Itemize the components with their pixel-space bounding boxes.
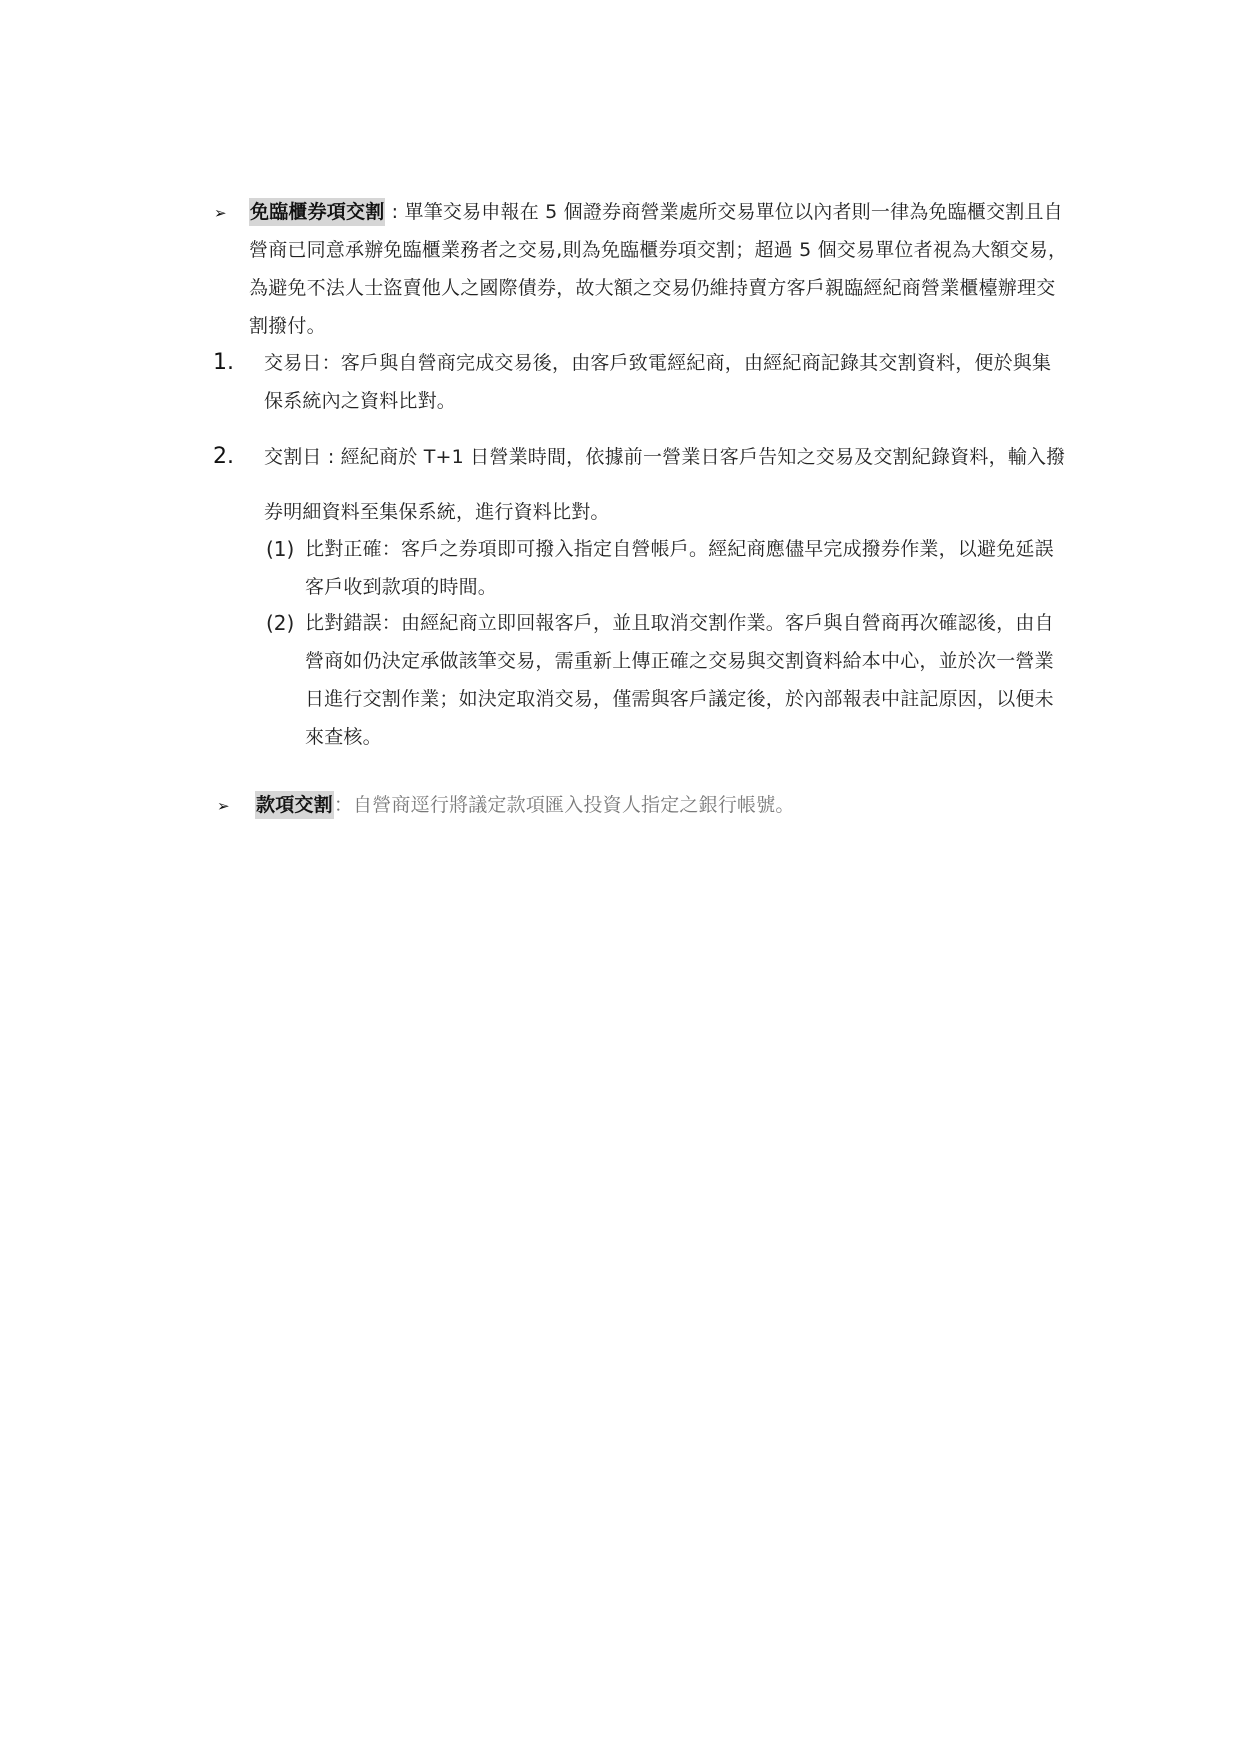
substep-1-line-2: 客戶收到款項的時間。: [305, 576, 498, 598]
section1-separator: :: [385, 201, 405, 223]
substep-1-line-1: 比對正確：客戶之券項即可撥入指定自營帳戶。經紀商應儘早完成撥券作業，以避免延誤: [305, 538, 1054, 560]
step-1-text: [264, 344, 1115, 420]
step-number: 1.: [213, 350, 234, 375]
substep-number: (1): [266, 537, 295, 561]
section1-line1-text: 單筆交易申報在 5 個證券商營業處所交易單位以內者則一律為免臨櫃交割且自: [404, 201, 1063, 223]
section1-line-1: [249, 193, 1115, 231]
step-1-line-1: 交易日：客戶與自營商完成交易後，由客戶致電經紀商，由經紀商記錄其交割資料，便於與集: [264, 352, 1052, 374]
section1-line-2: 營商已同意承辦免臨櫃業務者之交易,則為免臨櫃券項交割；超過 5 個交易單位者視為大額交易，: [249, 239, 1068, 261]
section2-heading: 款項交割: [255, 791, 334, 819]
step-2-line-1: 交割日 : 經紀商於 T+1 日營業時間，依據前一營業日客戶告知之交易及交割紀錄資料，輸入撥: [264, 446, 1066, 468]
section1-paragraph: [249, 193, 1115, 345]
substep-2-line-1: 比對錯誤：由經紀商立即回報客戶，並且取消交割作業。客戶與自營商再次確認後，由自: [305, 612, 1054, 634]
section1-line-4: 割撥付。: [249, 315, 326, 337]
substep-2-line-3: 日進行交割作業；如決定取消交易，僅需與客戶議定後，於內部報表中註記原因，以便未: [305, 688, 1054, 710]
section1-heading: 免臨櫃券項交割: [249, 198, 385, 226]
section2-paragraph: [255, 786, 1115, 824]
substep-number: (2): [266, 611, 295, 635]
substep-1-text: [305, 530, 1115, 606]
step-2-text: [264, 438, 1115, 531]
step-1-line-2: 保系統內之資料比對。: [264, 390, 457, 412]
substep-2-line-2: 營商如仍決定承做該筆交易，需重新上傳正確之交易與交割資料給本中心，並於次一營業: [305, 650, 1054, 672]
substep-2-line-4: 來查核。: [305, 726, 382, 748]
step-2-line-2: 券明細資料至集保系統，進行資料比對。: [264, 501, 610, 523]
step-number: 2.: [213, 444, 234, 469]
bullet-arrow-icon: ➢: [214, 204, 227, 222]
section1-line-3: 為避免不法人士盜賣他人之國際債券，故大額之交易仍維持賣方客戶親臨經紀商營業櫃檯辦理交: [249, 277, 1056, 299]
bullet-arrow-icon: ➢: [217, 797, 230, 815]
section2-separator: ：: [333, 794, 354, 816]
substep-2-text: [305, 604, 1115, 756]
section2-text: 自營商逕行將議定款項匯入投資人指定之銀行帳號。: [353, 794, 795, 816]
